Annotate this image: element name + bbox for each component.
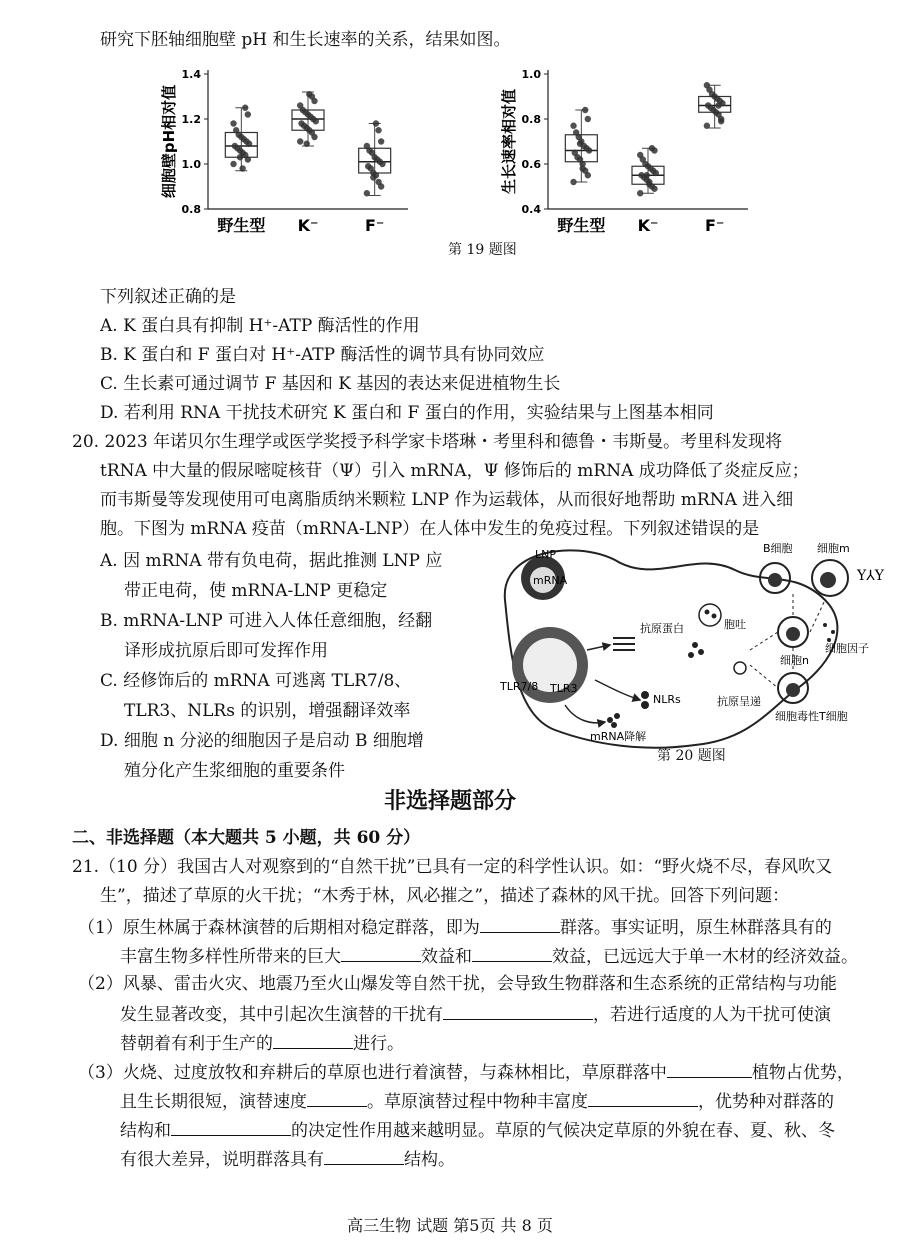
q21-p2-line1: （2）风暴、雷击火灾、地震乃至火山爆发等自然干扰，会导致生物群落和生态系统的正常结构与功能 [78, 974, 837, 994]
growth-ylabel: 生长速率相对值 [500, 88, 518, 195]
ph-point [230, 161, 236, 167]
q21-p3a: （3）火烧、过度放牧和弃耕后的草原也进行着演替，与森林相比，草原群落中 [78, 1063, 667, 1083]
growth-point [572, 150, 578, 156]
q21-p2b: 发生显著改变，其中引起次生演替的干扰有 [120, 1005, 443, 1025]
label-exocytosis: 胞吐 [724, 618, 746, 631]
ph-point [297, 102, 303, 108]
growth-category-label: 野生型 [557, 216, 606, 235]
blank-10[interactable] [324, 1148, 404, 1165]
growth-point [582, 107, 588, 113]
blank-8[interactable] [588, 1090, 698, 1107]
q21-line1: 21.（10 分）我国古人对观察到的“自然干扰”已具有一定的科学性认识。如：“野火烧不尽，春风吹又 [72, 857, 833, 877]
growth-point [570, 179, 576, 185]
ph-point [364, 190, 370, 196]
ph-point [304, 141, 310, 147]
ph-point [233, 127, 239, 133]
q20-option-a: A. 因 mRNA 带有负电荷，据此推测 LNP 应 [100, 551, 443, 571]
growth-point [704, 82, 710, 88]
growth-category-label: F⁻ [704, 216, 725, 235]
antibody-glyphs: Y⅄Y [857, 568, 885, 584]
q20-option-c: C. 经修饰后的 mRNA 可逃离 TLR7/8、 [100, 671, 412, 691]
label-mrna: mRNA [533, 574, 568, 587]
growth-ytick-label: 1.0 [521, 68, 541, 81]
q20-option-c-cont: TLR3、NLRs 的识别，增强翻译效率 [124, 701, 411, 721]
fig19-charts [160, 62, 790, 262]
blank-2[interactable] [341, 945, 421, 962]
q19-option-d: D. 若利用 RNA 干扰技术研究 K 蛋白和 F 蛋白的作用，实验结果与上图基本相同 [100, 403, 714, 423]
q21-p1e: 效益，已远远大于单一木材的经济效益。 [552, 947, 858, 967]
ph-point [365, 163, 371, 169]
ph-ytick-label: 1.4 [181, 68, 201, 81]
q21-p3g: 的决定性作用越来越明显。草原的气候决定草原的外貌在春、夏、秋、冬 [291, 1121, 835, 1141]
ph-point [297, 138, 303, 144]
growth-point [718, 118, 724, 124]
q20-option-b-cont: 译形成抗原后即可发挥作用 [124, 641, 328, 661]
q20-line1: 20. 2023 年诺贝尔生理学或医学奖授予科学家卡塔琳・考里科和德鲁・韦斯曼。考里科发现将 [72, 432, 783, 452]
label-b-cell: B细胞 [763, 542, 793, 555]
q21-p3-line3 [120, 1119, 835, 1141]
q21-p3i: 结构。 [404, 1150, 455, 1170]
intro-line: 研究下胚轴细胞壁 pH 和生长速率的关系，结果如图。 [100, 30, 511, 50]
ph-point [237, 154, 243, 160]
ph-ytick-label: 1.2 [181, 113, 201, 126]
q21-p1-line2 [120, 945, 858, 967]
ph-ytick-label: 1.0 [181, 158, 201, 171]
ph-point [306, 91, 312, 97]
ph-ylabel: 细胞壁pH相对值 [160, 84, 178, 199]
growth-category-label: K⁻ [637, 216, 659, 235]
growth-point [637, 190, 643, 196]
ph-category-label: F⁻ [364, 216, 385, 235]
ph-category-label: K⁻ [297, 216, 319, 235]
label-mrna-degradation: mRNA降解 [590, 730, 647, 743]
q21-p2-line2 [120, 1003, 831, 1025]
growth-point [646, 181, 652, 187]
q21-p1a: （1）原生林属于森林演替的后期相对稳定群落，即为 [78, 918, 480, 938]
blank-3[interactable] [472, 945, 552, 962]
q20-line3: 而韦斯曼等发现使用可电离脂质纳米颗粒 LNP 作为运载体，从而很好地帮助 mRNA 进入细 [100, 490, 794, 510]
growth-point [573, 129, 579, 135]
q21-p2-line3 [120, 1032, 404, 1054]
q21-p3d: 。草原演替过程中物种丰富度 [367, 1092, 588, 1112]
q21-p1b: 群落。事实证明，原生林群落具有的 [559, 918, 832, 938]
label-cytokine: 细胞因子 [825, 642, 869, 655]
growth-ytick-label: 0.6 [521, 158, 541, 171]
q20-option-b: B. mRNA-LNP 可进入人体任意细胞，经翻 [100, 611, 433, 631]
q19-option-c: C. 生长素可通过调节 F 基因和 K 基因的表达来促进植物生长 [100, 374, 561, 394]
growth-point [705, 102, 711, 108]
q21-p3h: 有很大差异，说明群落具有 [120, 1150, 324, 1170]
q21-line2: 生”，描述了草原的火干扰；“木秀于林，风必摧之”，描述了森林的风干扰。回答下列问题： [100, 886, 790, 906]
ph-point [375, 179, 381, 185]
q21-p3f: 结构和 [120, 1121, 171, 1141]
label-presentation: 抗原呈递 [717, 695, 761, 708]
q20-option-a-cont: 带正电荷，使 mRNA-LNP 更稳定 [124, 581, 388, 601]
ph-point [378, 138, 384, 144]
growth-point [579, 165, 585, 171]
growth-ytick-label: 0.4 [521, 203, 541, 216]
ph-point [373, 120, 379, 126]
label-antigen-protein: 抗原蛋白 [640, 622, 684, 635]
growth-point [715, 102, 721, 108]
blank-1[interactable] [480, 916, 560, 933]
q21-p1d: 效益和 [421, 947, 472, 967]
growth-point [570, 123, 576, 129]
q19-stem: 下列叙述正确的是 [100, 287, 236, 307]
chart-growth-rate [500, 68, 748, 235]
ph-point [370, 174, 376, 180]
q21-p3e: ，优势种对群落的 [698, 1092, 834, 1112]
ph-point [298, 120, 304, 126]
q21-p3b: 植物占优势， [751, 1063, 854, 1083]
q21-p3-line2 [120, 1090, 834, 1112]
label-tlr3: TLR3 [550, 682, 578, 695]
growth-point [704, 123, 710, 129]
q21-p1-line1 [78, 916, 832, 938]
page-footer: 高三生物 试题 第5页 共 8 页 [347, 1216, 553, 1235]
ph-category-label: 野生型 [217, 216, 266, 235]
blank-5[interactable] [273, 1032, 353, 1049]
chart-cell-wall-ph [160, 68, 408, 235]
q20-line2: tRNA 中大量的假尿嘧啶核苷（Ψ）引入 mRNA，Ψ 修饰后的 mRNA 成功降低了炎症反应； [100, 461, 809, 481]
section2-heading: 二、非选择题（本大题共 5 小题，共 60 分） [72, 828, 421, 848]
growth-ytick-label: 0.8 [521, 113, 541, 126]
ph-ytick-label: 0.8 [181, 203, 201, 216]
ph-point [375, 127, 381, 133]
q21-p1c: 丰富生物多样性所带来的巨大 [120, 947, 341, 967]
ph-point [239, 165, 245, 171]
q21-p2e: 进行。 [353, 1034, 404, 1054]
fig19-caption: 第 19 题图 [448, 242, 517, 258]
blank-9[interactable] [171, 1119, 291, 1136]
growth-point [644, 172, 650, 178]
q20-option-d: D. 细胞 n 分泌的细胞因子是启动 B 细胞增 [100, 731, 424, 751]
blank-4[interactable] [443, 1003, 593, 1020]
growth-point [637, 152, 643, 158]
q21-p3c: 且生长期很短，演替速度 [120, 1092, 307, 1112]
label-nlrs: NLRs [653, 693, 681, 706]
q21-p3-line4 [120, 1148, 455, 1170]
ph-point [230, 120, 236, 126]
growth-point [649, 145, 655, 151]
ph-point [245, 111, 251, 117]
growth-point [585, 116, 591, 122]
blank-7[interactable] [307, 1090, 367, 1107]
fig20-caption: 第 20 题图 [657, 748, 726, 764]
blank-6[interactable] [667, 1061, 752, 1078]
growth-point [577, 141, 583, 147]
ph-point [364, 143, 370, 149]
label-cell-n: 细胞n [780, 654, 809, 667]
q20-option-d-cont: 殖分化产生浆细胞的重要条件 [124, 761, 345, 781]
q21-p3-line1 [78, 1061, 854, 1083]
q19-option-a: A. K 蛋白具有抑制 H⁺-ATP 酶活性的作用 [100, 316, 420, 336]
fig20-diagram [495, 540, 890, 755]
section-title: 非选择题部分 [383, 788, 516, 814]
q19-option-b: B. K 蛋白和 F 蛋白对 H⁺-ATP 酶活性的调节具有协同效应 [100, 345, 545, 365]
label-lnp: LNP [535, 548, 556, 561]
ph-point [232, 143, 238, 149]
q20-line4: 胞。下图为 mRNA 疫苗（mRNA-LNP）在人体中发生的免疫过程。下列叙述错误的是 [100, 519, 760, 539]
q21-p2d: 替朝着有利于生产的 [120, 1034, 273, 1054]
label-ctl: 细胞毒性T细胞 [775, 710, 848, 723]
ph-point [242, 105, 248, 111]
label-cell-m: 细胞m [817, 542, 850, 555]
label-tlr78: TLR7/8 [500, 680, 539, 693]
q21-p2c: ，若进行适度的人为干扰可使演 [593, 1005, 831, 1025]
